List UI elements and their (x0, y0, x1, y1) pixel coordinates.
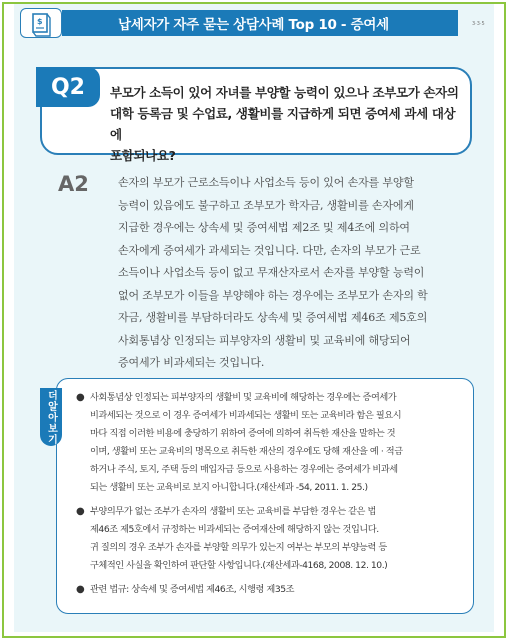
answer-badge: A2 (58, 172, 89, 196)
answer-line: 소득이나 사업소득 등이 없고 무재산자로서 손자를 부양할 능력이 (118, 266, 425, 279)
note-line: 마다 직접 이러한 비용에 충당하기 위하여 증여에 의하여 취득한 재산을 말하는 것 (90, 428, 396, 439)
note-line: 관련 법규: 상속세 및 증여세법 제46조, 시행령 제35조 (90, 584, 295, 595)
note-bullet (76, 581, 460, 599)
note-line: 비과세되는 것으로 이 경우 증여세가 비과세되는 생활비 또는 교육비라 함은 필요시 (90, 410, 402, 421)
note-line: 되는 생활비 또는 교육비로 보지 아니합니다.(재산세과 -54, 2011. 1. 25.) (90, 482, 368, 493)
question-badge: Q2 (36, 67, 100, 107)
note-line: 제46조 제5호에서 규정하는 비과세되는 증여재산에 해당하지 않는 것입니다. (90, 524, 379, 535)
question-text (110, 82, 462, 166)
answer-text (118, 172, 470, 375)
answer-line: 없어 조부모가 이들을 부양해야 하는 경우에는 조부모가 손자의 학 (118, 288, 428, 302)
answer-line: 사회통념상 인정되는 피부양자의 생활비 및 교육비에 해당되어 (118, 333, 411, 347)
note-tab (40, 388, 62, 446)
note-line: 부양의무가 없는 조부가 손자의 생활비 또는 교육비를 부담한 경우는 같은 법 (90, 506, 376, 517)
page-title-text: 납세자가 자주 묻는 상담사례 Top 10 - 증여세 (118, 17, 389, 33)
answer-line: 증여세가 비과세되는 것입니다. (118, 356, 265, 369)
note-tab-label: 더알아보기 (45, 389, 57, 445)
note-line: 구체적인 사실을 확인하여 판단할 사항입니다.(재산세과-4168, 2008. 12. 10.) (90, 560, 388, 571)
question-line: 대학 등록금 및 수업료, 생활비를 지급하게 되면 증여세 과세 대상에 (110, 106, 456, 142)
note-line: 하거나 주식, 토지, 주택 등의 매입자금 등으로 사용하는 경우에는 증여세가 비과세 (90, 464, 398, 475)
note-line: 귀 질의의 경우 조부가 손자를 부양할 의무가 있는지 여부는 부모의 부양능력 등 (90, 542, 387, 553)
bullet-dot: ● (76, 506, 85, 517)
bullet-dot: ● (76, 584, 85, 595)
answer-line: 손자의 부모가 근로소득이나 사업소득 등이 있어 손자를 부양할 (118, 176, 414, 189)
svg-text:$: $ (37, 17, 43, 26)
document-dollar-icon (20, 8, 62, 38)
answer-line: 자금, 생활비를 부담하더라도 상속세 및 증여세법 제46조 제5호의 (118, 311, 428, 324)
note-line: 사회통념상 인정되는 피부양자의 생활비 및 교육비에 해당하는 경우에는 증여세가 (90, 392, 397, 403)
note-bullet (76, 389, 460, 497)
question-line: 부모가 소득이 있어 자녀를 부양할 능력이 있으나 조부모가 손자의 (110, 85, 459, 100)
answer-line: 손자에게 증여세가 과세되는 것입니다. 다만, 손자의 부모가 근로 (118, 243, 421, 257)
page-title (62, 10, 458, 36)
answer-line: 지급한 경우에는 상속세 및 증여세법 제2조 및 제4조에 의하여 (118, 221, 410, 234)
page-marker: 3·3·5 (472, 21, 485, 27)
bullet-dot: ● (76, 392, 85, 403)
answer-line: 능력이 있음에도 불구하고 조부모가 학자금, 생활비를 손자에게 (118, 198, 414, 212)
note-line: 이며, 생활비 또는 교육비의 명목으로 취득한 재산의 경우에도 당해 재산을 예 · 적금 (90, 446, 403, 457)
question-line: 포함되나요? (110, 148, 176, 163)
note-bullet (76, 503, 460, 575)
